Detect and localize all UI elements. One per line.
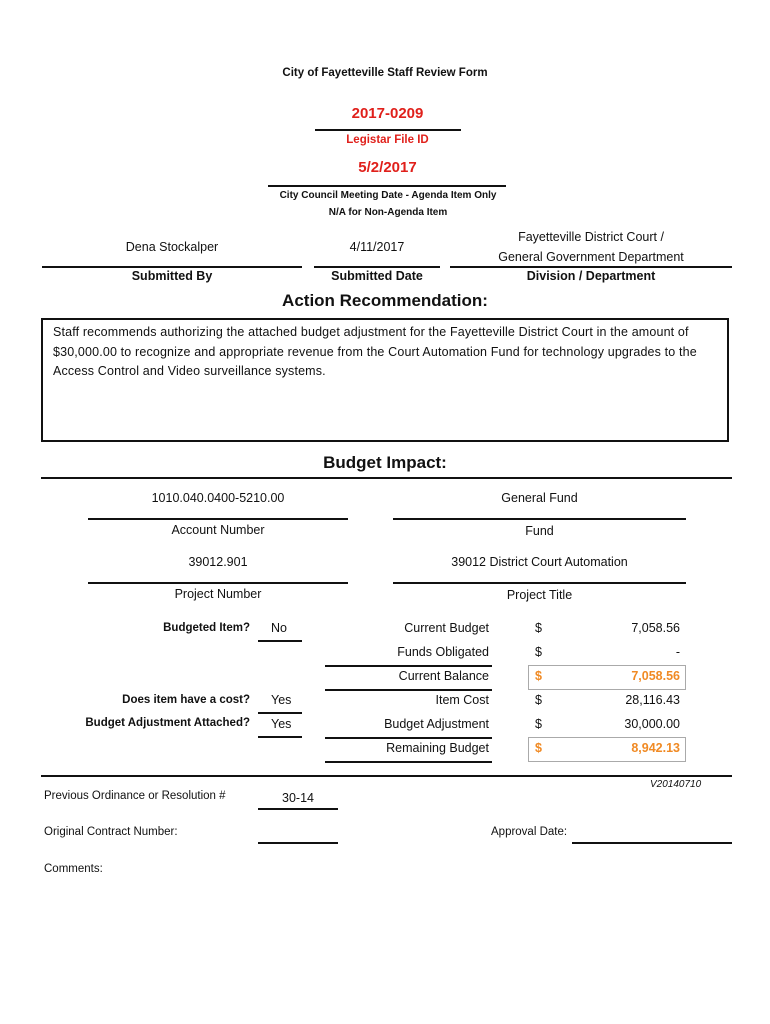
budget-impact-heading: Budget Impact:	[323, 453, 447, 472]
item-cost-label: Item Cost	[435, 693, 489, 707]
fund-value: General Fund	[501, 491, 578, 505]
meeting-date-value: 5/2/2017	[358, 159, 417, 176]
submitted-by-underline	[42, 266, 302, 268]
project-title-label: Project Title	[506, 588, 573, 602]
division-line-1: Fayetteville District Court /	[518, 230, 664, 244]
previous-ordinance-value[interactable]: 30-14	[282, 791, 314, 805]
item-cost-question-label: Does item have a cost?	[122, 694, 250, 706]
budgeted-item-label: Budgeted Item?	[163, 622, 250, 634]
meeting-date-note: N/A for Non-Agenda Item	[328, 207, 448, 218]
funds-obligated-underline	[325, 665, 492, 667]
remaining-budget-amount: 8,942.13	[631, 741, 680, 755]
previous-ordinance-label: Previous Ordinance or Resolution #	[44, 790, 226, 802]
division-label: Division / Department	[526, 269, 656, 283]
form-title: City of Fayetteville Staff Review Form	[282, 67, 488, 79]
budget-impact-rule	[41, 477, 732, 479]
fund-underline	[393, 518, 686, 520]
item-cost-currency: $	[535, 693, 542, 707]
meeting-date-label: City Council Meeting Date - Agenda Item Only	[279, 190, 497, 201]
current-budget-currency: $	[535, 621, 542, 635]
budget-adjustment-label: Budget Adjustment	[384, 717, 489, 731]
action-recommendation-box	[41, 318, 729, 442]
legistar-file-id-value: 2017-0209	[351, 105, 424, 122]
budget-adjustment-attached-label: Budget Adjustment Attached?	[85, 717, 250, 729]
legistar-underline	[315, 129, 461, 131]
item-cost-question-underline	[258, 712, 302, 714]
funds-obligated-amount: -	[675, 645, 680, 659]
account-number-label: Account Number	[171, 523, 265, 537]
current-balance-amount: 7,058.56	[631, 669, 680, 683]
version-code: V20140710	[650, 779, 702, 790]
funds-obligated-currency: $	[535, 645, 542, 659]
division-underline	[450, 266, 732, 268]
division-line-2: General Government Department	[498, 250, 684, 264]
original-contract-underline	[258, 842, 338, 844]
action-recommendation-heading: Action Recommendation:	[282, 291, 488, 310]
budgeted-item-value: No	[271, 621, 287, 635]
remaining-budget-label: Remaining Budget	[386, 741, 489, 755]
submitted-date-underline	[314, 266, 440, 268]
project-number-label: Project Number	[174, 587, 262, 601]
item-cost-amount: 28,116.43	[625, 693, 680, 707]
legistar-file-id-label: Legistar File ID	[346, 134, 429, 146]
fund-label: Fund	[525, 524, 554, 538]
current-balance-label: Current Balance	[398, 669, 489, 683]
remaining-budget-underline	[325, 761, 492, 763]
account-number-underline	[88, 518, 348, 520]
current-balance-currency: $	[535, 669, 542, 683]
budget-adjustment-attached-underline	[258, 736, 302, 738]
project-number-value: 39012.901	[188, 555, 248, 569]
action-recommendation-text: Staff recommends authorizing the attached budget adjustment for the Fayetteville District Court in the amount of $30,000.00 to recognize and appropriate revenue from the Court Automation Fund for technology upgrades to the Access Control and Video surveillance systems.	[53, 325, 697, 378]
approval-date-underline	[572, 842, 732, 844]
budget-adjustment-attached-value: Yes	[271, 717, 292, 731]
footer-rule	[41, 775, 732, 777]
comments-label: Comments:	[44, 863, 103, 875]
budget-adjustment-amount: 30,000.00	[624, 717, 680, 731]
funds-obligated-label: Funds Obligated	[397, 645, 489, 659]
previous-ordinance-underline	[258, 808, 338, 810]
submitted-by-value: Dena Stockalper	[125, 240, 219, 254]
meeting-date-underline	[268, 185, 506, 187]
remaining-budget-currency: $	[535, 741, 542, 755]
submitted-by-label: Submitted By	[131, 269, 213, 283]
project-title-underline	[393, 582, 686, 584]
budget-adjustment-currency: $	[535, 717, 542, 731]
submitted-date-value: 4/11/2017	[349, 240, 405, 254]
current-budget-amount: 7,058.56	[631, 621, 680, 635]
approval-date-label: Approval Date:	[491, 826, 568, 838]
current-budget-label: Current Budget	[404, 621, 489, 635]
original-contract-label: Original Contract Number:	[44, 826, 178, 838]
current-balance-underline	[325, 689, 492, 691]
submitted-date-label: Submitted Date	[331, 269, 423, 283]
project-title-value: 39012 District Court Automation	[451, 555, 628, 569]
budget-adjustment-underline	[325, 737, 492, 739]
item-cost-question-value: Yes	[271, 693, 292, 707]
budgeted-item-underline	[258, 640, 302, 642]
account-number-value: 1010.040.0400-5210.00	[151, 491, 285, 505]
project-number-underline	[88, 582, 348, 584]
